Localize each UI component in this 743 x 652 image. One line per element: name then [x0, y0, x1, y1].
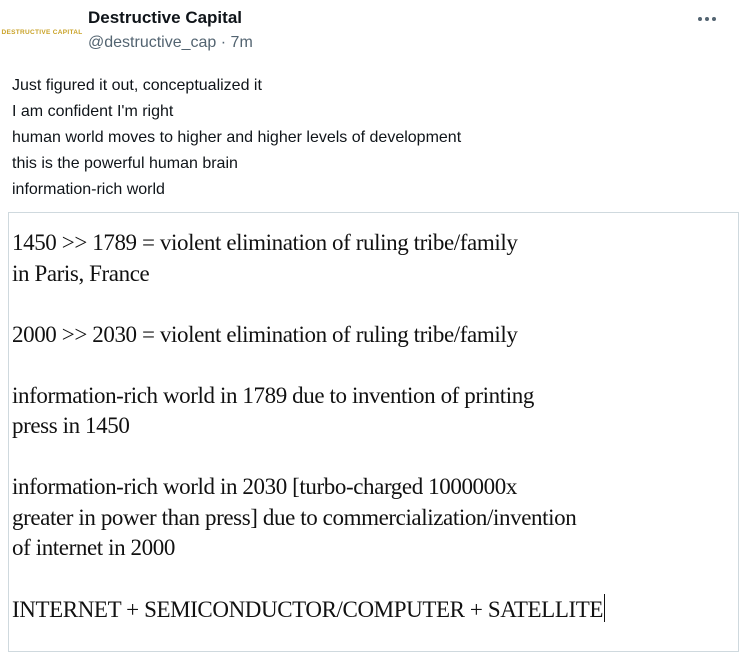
- avatar-logo: DESTRUCTIVE CAPITAL: [1, 28, 83, 36]
- document-line: 1450 >> 1789 = violent elimination of ruling tribe/family: [12, 230, 518, 255]
- tweet-timestamp[interactable]: 7m: [230, 34, 253, 51]
- text-caret: [604, 594, 605, 622]
- tweet-text-line: Just figured it out, conceptualized it: [12, 77, 262, 94]
- tweet-meta: [88, 34, 253, 52]
- author-display-name[interactable]: Destructive Capital: [88, 8, 242, 27]
- document-line: 2000 >> 2030 = violent elimination of ruling tribe/family: [12, 321, 518, 347]
- tweet-text: [12, 73, 712, 203]
- more-options-button[interactable]: [695, 8, 719, 30]
- document-line: information-rich world in 1789 due to invention of printing: [12, 382, 534, 408]
- document-line: of internet in 2000: [12, 535, 175, 560]
- attached-image[interactable]: [8, 212, 739, 652]
- more-horizontal-icon: [697, 16, 717, 22]
- document-line: [12, 594, 732, 626]
- tweet-text-line: information-rich world: [12, 181, 165, 198]
- document-line: in Paris, France: [12, 260, 150, 286]
- tweet-text-line: human world moves to higher and higher levels of development: [12, 129, 462, 146]
- document-text: [12, 228, 732, 626]
- tweet-text-line: I am confident I'm right: [12, 103, 174, 120]
- document-line-text: INTERNET + SEMICONDUCTOR/COMPUTER + SATELLITE: [12, 597, 604, 622]
- document-paragraph: [12, 320, 732, 351]
- avatar[interactable]: [1, 6, 83, 58]
- author-handle[interactable]: @destructive_cap: [88, 34, 217, 51]
- document-paragraph: [12, 381, 732, 442]
- document-line: information-rich world in 2030 [turbo-charged 1000000x: [12, 474, 517, 499]
- document-line: press in 1450: [12, 413, 130, 438]
- document-line: greater in power than press] due to commercialization/invention: [12, 504, 577, 530]
- document-paragraph: [12, 594, 732, 626]
- document-paragraph: [12, 472, 732, 564]
- document-paragraph: [12, 228, 732, 289]
- tweet-text-line: this is the powerful human brain: [12, 155, 238, 172]
- meta-separator: ·: [220, 34, 227, 51]
